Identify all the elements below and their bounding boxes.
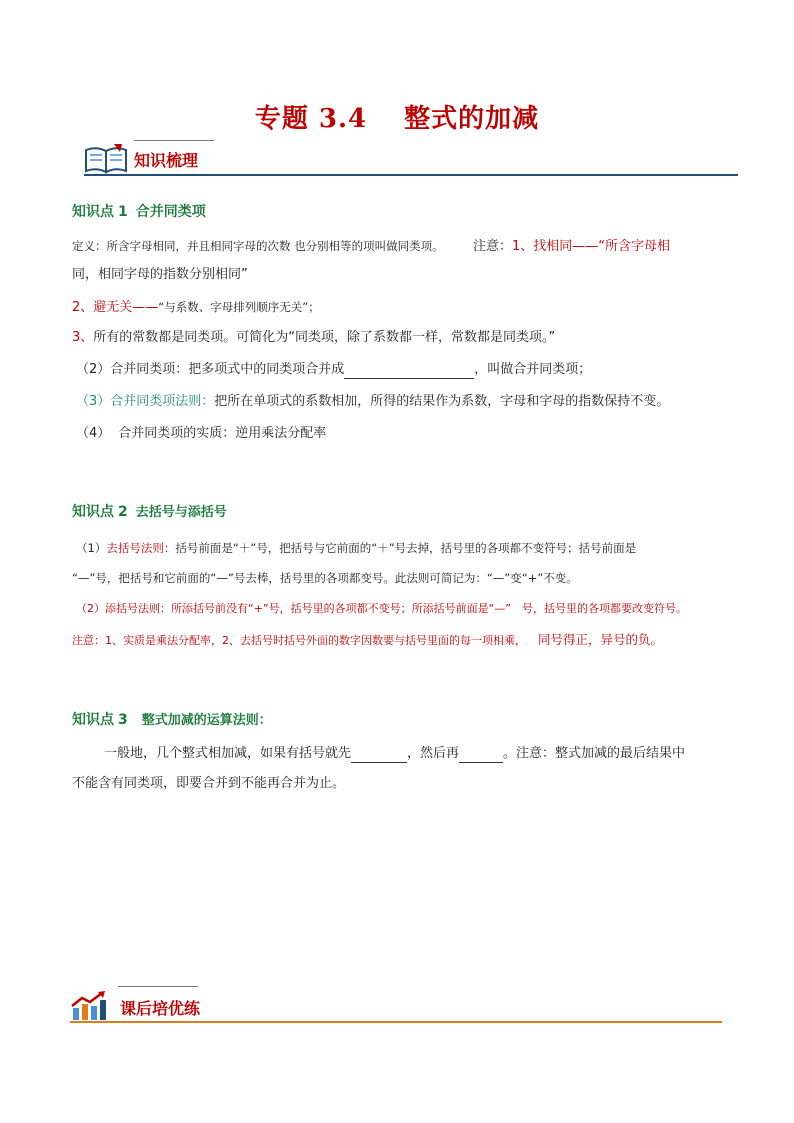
kp1-item3: （3）合并同类项法则：把所在单项式的系数相加，所得的结果作为系数，字母和字母的指数保持不变。 xyxy=(76,394,670,409)
kp2-item1: （1）去括号法则：括号前面是“＋”号，把括号与它前面的“＋”号去掉，括号里的各项都不变符号；括号前面是 xyxy=(76,541,637,555)
book-icon xyxy=(84,142,128,176)
fill-blank[interactable] xyxy=(351,748,407,763)
definition-text: 定义：所含字母相同，并且相同字母的次数 也分别相等的项叫做同类项。 xyxy=(72,239,444,253)
fill-blank[interactable] xyxy=(459,748,503,763)
note1-text: 1、找相同——“所含字母相 xyxy=(511,239,670,254)
kp2-item2: （2）添括号法则：所添括号前没有“+”号，括号里的各项都不变号；所添括号前面是“—” 号，括号里的各项都要改变符号。 xyxy=(76,602,688,615)
kp2-item1-cont: “—”号，把括号和它前面的“—”号去棒，括号里的各项都变号。此法则可简记为：“—”变“+”不变。 xyxy=(72,571,578,585)
kp1-definition xyxy=(72,237,670,256)
kp3-paragraph-cont: 不能含有同类项，即要合并到不能再合并为止。 xyxy=(72,776,346,791)
page-title: 专题 3.4 整式的加减 xyxy=(254,104,540,134)
kp1-note2: 2、避无关——“与系数、字母排列顺序无关”； xyxy=(72,300,320,315)
section-header-practice xyxy=(70,986,722,1026)
kp1-item2: （2）合并同类项：把多项式中的同类项合并成 ，叫做合并同类项； xyxy=(76,362,592,377)
kp3-paragraph: 一般地，几个整式相加减，如果有括号就先 ，然后再 。注意：整式加减的最后结果中 xyxy=(104,746,686,761)
header-top-line xyxy=(118,986,198,987)
header-top-line xyxy=(134,140,214,141)
kp1-note1-cont: 同，相同字母的指数分别相同” xyxy=(72,267,248,282)
kp1-note3: 3、所有的常数都是同类项。可简化为“同类项，除了系数都一样，常数都是同类项。” xyxy=(72,330,556,345)
growth-chart-icon xyxy=(70,990,110,1022)
section-rule xyxy=(70,1021,722,1023)
section-rule xyxy=(84,174,738,176)
kp1-item4: （4） 合并同类项的实质：逆用乘法分配率 xyxy=(76,426,327,441)
kp3-heading: 知识点 3 整式加减的运算法则： xyxy=(72,712,272,728)
note-label: 注意： xyxy=(472,239,512,254)
kp2-heading: 知识点 2 去括号与添括号 xyxy=(72,504,227,520)
kp1-heading: 知识点 1 合并同类项 xyxy=(72,204,206,220)
section-header-knowledge xyxy=(84,138,738,178)
section-label: 知识梳理 xyxy=(134,151,199,170)
kp2-note: 注意：1、实质是乘法分配率，2、去括号时括号外面的数字因数要与括号里面的每一项相乘， 同号得正，异号的负。 xyxy=(72,632,664,647)
section-label: 课后培优练 xyxy=(120,999,201,1018)
fill-blank[interactable] xyxy=(344,364,474,379)
